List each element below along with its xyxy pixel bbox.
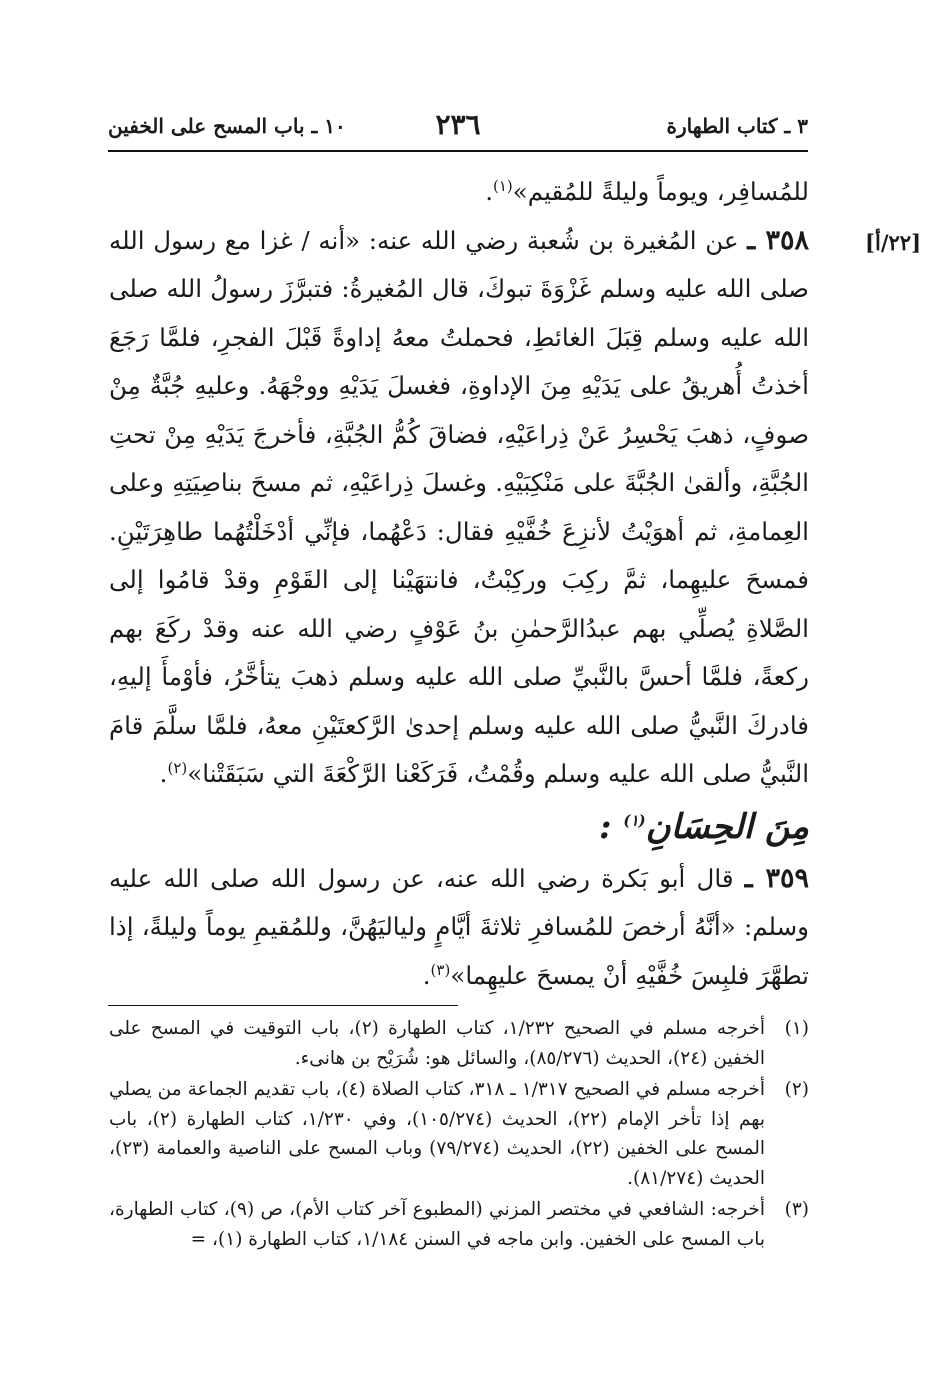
hadith-359 (109, 855, 809, 1001)
section-footnote-ref: (١) (623, 811, 646, 830)
page-number: ٢٣٦ (435, 108, 481, 141)
footnote-number: (٢) (784, 1079, 809, 1100)
hadith-359-text: قال أبو بَكرة رضي الله عنه، عن رسول الله صلى الله عليه وسلم: «أنَّهُ أرخصَ للمُسافرِ ثلاثةَ أيَّامٍ ولياليَهُنَّ، وللمُقيمِ يوماً وليلةً، إذا تطهَّرَ فلبِسَ خُفَّيْهِ أنْ يمسحَ عليهِما» (109, 863, 809, 990)
continuation-paragraph (109, 168, 809, 217)
hadith-358-end: . (159, 759, 168, 788)
footnotes (109, 1014, 809, 1256)
section-colon: : (598, 806, 612, 847)
footnote-ref-1: (١) (493, 176, 513, 195)
hadith-359-number: ٣٥٩ ـ (744, 862, 809, 894)
footnote-text: أخرجه مسلم في الصحيح ١/٢٣٢، كتاب الطهارة (٢)، باب التوقيت في المسح على الخفين (٢٤)، الحديث (٨٥/٢٧٦)، والسائل هو: شُرَيْح بن هانىء. (109, 1018, 765, 1069)
hadith-359-end: . (422, 960, 431, 990)
footnote-item (109, 1195, 809, 1254)
footnote-item (109, 1075, 809, 1193)
footnote-divider (108, 1005, 458, 1006)
hadith-358 (109, 217, 809, 799)
section-heading (109, 799, 809, 855)
header-divider (108, 150, 808, 152)
manuscript-folio-ref: [٢٢/أ] (865, 230, 921, 255)
header-chapter: ٣ ـ كتاب الطهارة (666, 114, 808, 138)
hadith-358-text: عن المُغيرة بن شُعبة رضي الله عنه: «أنه / غزا مع رسول الله صلى الله عليه وسلم غَزْوَةَ تبوكَ، قال المُغيرةُ: فتبرَّزَ رسولُ الله صلى الله عليه وسلم قِبَلَ الغائطِ، فحملتُ معهُ إداوةً قَبْلَ الفجرِ، فلمَّا رَجَعَ أخذتُ أُهريقُ على يَدَيْهِ مِنَ الإداوةِ، فغسلَ يَدَيْهِ ووجْهَهُ. وعليهِ جُبَّةٌ مِنْ صوفٍ، ذهبَ يَحْسِرُ عَنْ ذِراعَيْهِ، فضاقَ كُمُّ الجُبَّةِ، فأخرجَ يَدَيْهِ مِنْ تحتِ الجُبَّةِ، وألقىٰ الجُبَّةَ على مَنْكِبَيْهِ. وغسلَ ذِراعَيْهِ، ثم مسحَ بناصِيَتِهِ وعلى العِمامةِ، ثم أهوَيْتُ لأنزِعَ خُفَّيْهِ فقال: دَعْهُما، فإنِّي أدْخَلْتُهُما طاهِرَتَيْنِ. فمسحَ عليهِما، ثمَّ ركِبَ وركِبْتُ، فانتهَيْنا إلى القَوْمِ وقدْ قامُوا إلى الصَّلاةِ يُصلِّي بهم عبدُالرَّحمٰنِ بنُ عَوْفٍ رضي الله عنه وقدْ ركَعَ بهم ركعةً، فلمَّا أحسَّ بالنَّبيِّ صلى الله عليه وسلم ذهبَ يتأخَّرُ، فأوْمأَ إليهِ، فادركَ النَّبيُّ صلى الله عليه وسلم إحدىٰ الرَّكعتَيْنِ معهُ، فلمَّا سلَّمَ قامَ النَّبيُّ صلى الله عليه وسلم وقُمْتُ، فَرَكَعْنا الرَّكْعَةَ التي سَبَقَتْنا» (109, 225, 809, 788)
footnote-number: (١) (784, 1018, 809, 1039)
footnote-ref-3: (٣) (430, 960, 451, 979)
footnote-text: أخرجه: الشافعي في مختصر المزني (المطبوع آخر كتاب الأم)، ص (٩)، كتاب الطهارة، باب المسح على الخفين. وابن ماجه في السنن ١/١٨٤، كتاب الطهارة (١)، = (109, 1199, 766, 1250)
footnote-ref-2: (٢) (167, 758, 188, 777)
footnote-text: أخرجه مسلم في الصحيح ١/٣١٧ ـ ٣١٨، كتاب الصلاة (٤)، باب تقديم الجماعة من يصلي بهم إذا تأخر الإمام (٢٢)، الحديث (١٠٥/٢٧٤)، وفي ١/٢٣٠، كتاب الطهارة (٢)، باب المسح على الخفين (٢٢)، الحديث (٧٩/٢٧٤) وباب المسح على الناصية والعمامة (٢٣)، الحديث (٨١/٢٧٤). (109, 1079, 766, 1189)
main-text (109, 168, 809, 1000)
footnote-item (109, 1014, 809, 1073)
running-header (108, 108, 808, 148)
continuation-text: للمُسافِر، ويوماً وليلةً للمُقيم» (512, 177, 809, 206)
continuation-end: . (485, 177, 493, 206)
hadith-358-number: ٣٥٨ ـ (747, 224, 809, 256)
footnote-number: (٣) (784, 1199, 809, 1220)
header-section: ١٠ ـ باب المسح على الخفين (108, 114, 346, 138)
section-heading-text: مِنَ الحِسَانِ (645, 806, 809, 847)
